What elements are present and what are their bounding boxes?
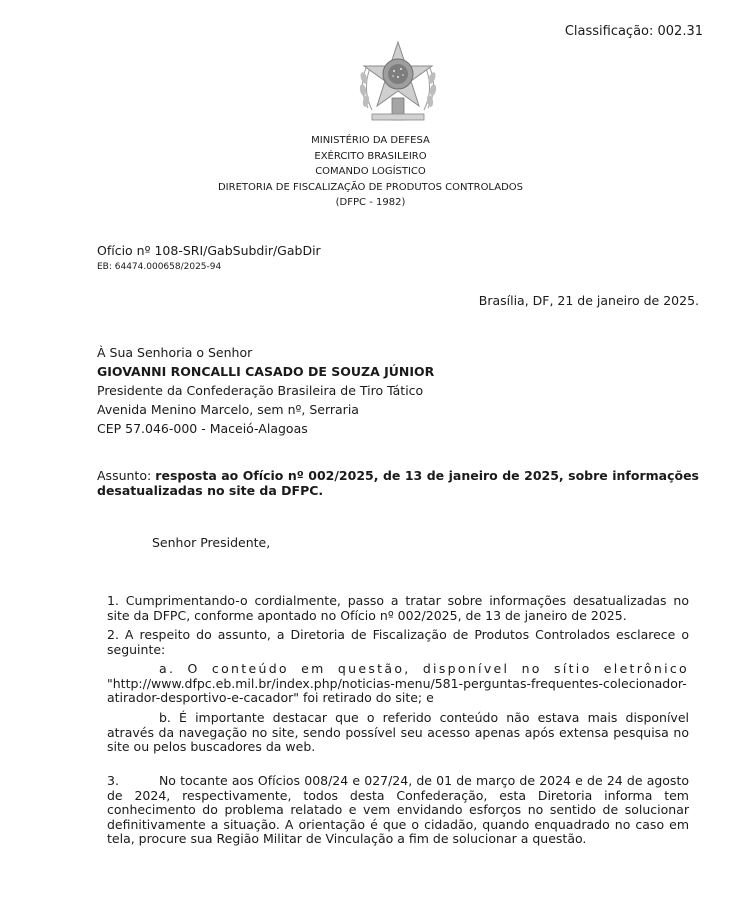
coat-of-arms-icon xyxy=(352,38,444,130)
subject-text: resposta ao Ofício nº 002/2025, de 13 de janeiro de 2025, sobre informações desatualizadas no site da DFPC. xyxy=(97,468,699,498)
paragraph-3 xyxy=(107,774,689,847)
org-line: DIRETORIA DE FISCALIZAÇÃO DE PRODUTOS CONTROLADOS xyxy=(217,181,523,193)
eb-protocol: EB: 64474.000658/2025-94 xyxy=(97,262,222,272)
paragraph-2: 2. A respeito do assunto, a Diretoria de Fiscalização de Produtos Controlados esclarece o seguinte: xyxy=(107,627,689,657)
addressee-block xyxy=(97,343,434,438)
paragraph-1: 1. Cumprimentando-o cordialmente, passo a tratar sobre informações desatualizadas no site da DFPC, conforme apontado no Ofício nº 002/2025, de 13 de janeiro de 2025. xyxy=(107,593,689,623)
addressee-greeting: À Sua Senhoria o Senhor xyxy=(97,345,253,360)
org-line: COMANDO LOGÍSTICO xyxy=(315,166,426,177)
paragraph-b: b. É importante destacar que o referido conteúdo não estava mais disponível através da navegação no site, sendo possível seu acesso apenas após extensa pesquisa no site ou pelos buscadores da web. xyxy=(107,710,689,754)
oficio-number: Ofício nº 108-SRI/GabSubdir/GabDir xyxy=(97,243,321,258)
org-line: MINISTÉRIO DA DEFESA xyxy=(311,135,430,146)
paragraph-a xyxy=(107,662,689,706)
classification-code: Classificação: 002.31 xyxy=(564,24,703,39)
paragraph-3-text: No tocante aos Ofícios 008/24 e 027/24, de 01 de março de 2024 e de 24 de agosto de 2024, respectivamente, todos desta Confederação, esta Diretoria informa tem conhecimento do problema relatado e vem envidando esforços no sentido de solucionar definitivamente a situação. A orientação é que o cidadão, quando enquadrado no caso em tela, procure sua Região Militar de Vinculação a fim de solucionar a questão. xyxy=(107,773,689,846)
organization-header xyxy=(0,133,741,211)
addressee-name: GIOVANNI RONCALLI CASADO DE SOUZA JÚNIOR xyxy=(97,364,435,379)
document-date: Brasília, DF, 21 de janeiro de 2025. xyxy=(478,293,699,308)
addressee-role: Presidente da Confederação Brasileira de Tiro Tático xyxy=(97,383,424,398)
salutation: Senhor Presidente, xyxy=(152,535,271,550)
addressee-street: Avenida Menino Marcelo, sem nº, Serraria xyxy=(97,402,359,417)
paragraph-a-lead: a. O conteúdo em questão, disponível no sítio eletrônico xyxy=(159,661,689,676)
org-line: (DFPC - 1982) xyxy=(335,197,406,208)
addressee-city: CEP 57.046-000 - Maceió-Alagoas xyxy=(97,421,308,436)
subject-label: Assunto: xyxy=(97,468,152,483)
paragraph-a-rest: "http://www.dfpc.eb.mil.br/index.php/noticias-menu/581-perguntas-frequentes-colecionador-atirador-desportivo-e-cacador" foi retirado do site; e xyxy=(107,675,687,705)
paragraph-3-number: 3. xyxy=(107,773,119,788)
org-line: EXÉRCITO BRASILEIRO xyxy=(314,150,427,162)
subject-line xyxy=(97,468,699,498)
